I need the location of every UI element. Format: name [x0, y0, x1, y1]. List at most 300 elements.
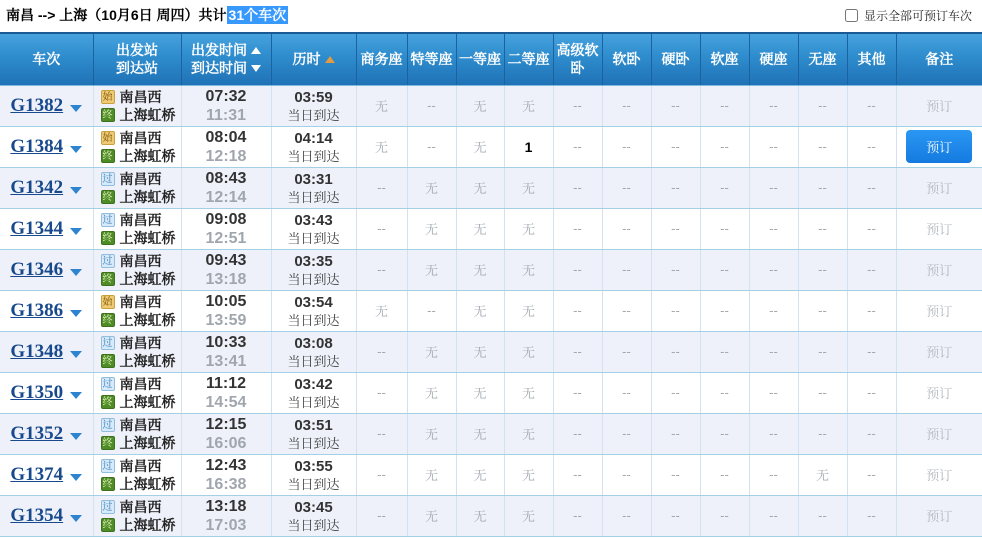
arrival-time: 17:03 [205, 516, 247, 534]
seat-cell-second: 1 [504, 126, 553, 167]
train-cell [0, 495, 93, 536]
seat-cell-deluxe-sleeper: -- [553, 372, 602, 413]
arrival-time: 13:18 [205, 270, 247, 288]
train-schedule-table [0, 32, 982, 537]
expand-caret-icon[interactable] [70, 269, 82, 276]
arrival-day-label: 当日到达 [287, 353, 340, 369]
seat-cell-hard-seat: -- [749, 126, 798, 167]
seat-cell-hard-sleeper: -- [651, 495, 700, 536]
to-badge: 终 [102, 191, 113, 203]
seat-cell-hard-sleeper: -- [651, 249, 700, 290]
seat-cell-hard-sleeper: -- [651, 167, 700, 208]
seat-cell-standing: -- [798, 290, 847, 331]
seat-cell-soft-seat: -- [700, 372, 749, 413]
arrival-day-label: 当日到达 [287, 435, 340, 451]
seat-cell-premium: 无 [407, 372, 456, 413]
seat-cell-second: 无 [504, 413, 553, 454]
seat-cell-soft-seat: -- [700, 126, 749, 167]
arrival-time: 16:06 [205, 434, 247, 452]
seat-cell-hard-sleeper: -- [651, 85, 700, 126]
departure-time: 09:08 [205, 210, 247, 228]
book-action: 预订 [926, 426, 953, 442]
duration-cell [271, 126, 356, 167]
seat-cell-deluxe-sleeper: -- [553, 495, 602, 536]
remark-cell [896, 208, 982, 249]
departure-time: 11:12 [205, 374, 247, 392]
show-all-bookable-toggle[interactable] [845, 7, 972, 24]
seat-cell-soft-sleeper: -- [602, 372, 651, 413]
seat-cell-soft-sleeper: -- [602, 290, 651, 331]
time-cell [181, 331, 271, 372]
col-hard-sleeper: 硬卧 [651, 33, 700, 85]
seat-cell-premium: -- [407, 85, 456, 126]
seat-cell-premium: 无 [407, 249, 456, 290]
seat-cell-other: -- [847, 331, 896, 372]
train-cell [0, 85, 93, 126]
seat-cell-hard-sleeper: -- [651, 126, 700, 167]
seat-cell-deluxe-sleeper: -- [553, 454, 602, 495]
train-number-link[interactable]: G1384 [10, 135, 64, 157]
expand-caret-icon[interactable] [70, 351, 82, 358]
arrival-day-label: 当日到达 [287, 271, 340, 287]
expand-caret-icon[interactable] [70, 228, 82, 235]
seat-cell-business: -- [356, 331, 407, 372]
seat-cell-deluxe-sleeper: -- [553, 249, 602, 290]
seat-cell-soft-seat: -- [700, 208, 749, 249]
seat-cell-deluxe-sleeper: -- [553, 85, 602, 126]
duration-value: 03:43 [294, 211, 333, 229]
col-deluxe-sleeper: 高级软卧 [553, 33, 602, 85]
duration-cell [271, 167, 356, 208]
train-number-link[interactable]: G1344 [10, 217, 64, 239]
col-other: 其他 [847, 33, 896, 85]
arrival-day-label: 当日到达 [287, 312, 340, 328]
remark-cell [896, 167, 982, 208]
departure-time: 09:43 [205, 251, 247, 269]
station-cell [93, 126, 181, 167]
departure-time: 13:18 [205, 497, 247, 515]
time-cell [181, 290, 271, 331]
book-action: 预订 [926, 467, 953, 483]
departure-time: 07:32 [205, 87, 247, 105]
remark-cell [896, 454, 982, 495]
duration-cell [271, 454, 356, 495]
remark-cell [896, 85, 982, 126]
remark-cell [896, 413, 982, 454]
duration-value: 03:35 [294, 252, 333, 270]
seat-cell-standing: -- [798, 331, 847, 372]
to-station: 上海虹桥 [119, 393, 176, 410]
seat-cell-premium: 无 [407, 413, 456, 454]
from-badge: 始 [102, 296, 113, 308]
seat-cell-standing: -- [798, 208, 847, 249]
remark-cell [896, 495, 982, 536]
train-cell [0, 290, 93, 331]
seat-cell-soft-sleeper: -- [602, 331, 651, 372]
seat-cell-first: 无 [456, 126, 504, 167]
arrival-day-label: 当日到达 [287, 517, 340, 533]
seat-cell-soft-seat: -- [700, 495, 749, 536]
seat-cell-business: -- [356, 454, 407, 495]
train-number-link[interactable]: G1342 [10, 176, 64, 198]
duration-cell [271, 85, 356, 126]
seat-cell-business: -- [356, 249, 407, 290]
seat-cell-first: 无 [456, 208, 504, 249]
seat-cell-standing: -- [798, 495, 847, 536]
from-station: 南昌西 [119, 375, 162, 392]
seat-cell-soft-sleeper: -- [602, 208, 651, 249]
table-row [0, 208, 982, 249]
duration-value: 03:45 [294, 498, 333, 516]
station-cell [93, 85, 181, 126]
seat-cell-second: 无 [504, 249, 553, 290]
arrival-time: 12:14 [205, 188, 247, 206]
arrival-time: 14:54 [205, 393, 247, 411]
station-cell [93, 331, 181, 372]
from-station: 南昌西 [119, 88, 162, 105]
seat-cell-hard-seat: -- [749, 413, 798, 454]
departure-time: 12:15 [205, 415, 247, 433]
seat-cell-soft-seat: -- [700, 331, 749, 372]
arrival-day-label: 当日到达 [287, 476, 340, 492]
arrival-day-label: 当日到达 [287, 189, 340, 205]
expand-caret-icon[interactable] [70, 146, 82, 153]
seat-cell-standing: -- [798, 372, 847, 413]
arrival-time: 12:51 [205, 229, 247, 247]
train-cell [0, 454, 93, 495]
remark-cell [896, 126, 982, 167]
seat-cell-business: 无 [356, 290, 407, 331]
from-badge: 过 [102, 173, 113, 185]
table-row [0, 454, 982, 495]
show-all-bookable-checkbox[interactable] [845, 9, 858, 22]
arrival-day-label: 当日到达 [287, 394, 340, 410]
seat-cell-other: -- [847, 85, 896, 126]
seat-cell-premium: -- [407, 126, 456, 167]
seat-cell-deluxe-sleeper: -- [553, 290, 602, 331]
info-bar [0, 0, 982, 30]
from-station: 南昌西 [119, 252, 162, 269]
seat-cell-other: -- [847, 208, 896, 249]
expand-caret-icon[interactable] [70, 105, 82, 112]
departure-time: 12:43 [205, 456, 247, 474]
seat-cell-hard-seat: -- [749, 372, 798, 413]
train-number-link[interactable]: G1346 [10, 258, 64, 280]
to-station: 上海虹桥 [119, 270, 176, 287]
duration-value: 03:08 [294, 334, 333, 352]
duration-value: 03:31 [294, 170, 333, 188]
seat-cell-first: 无 [456, 249, 504, 290]
from-station: 南昌西 [119, 457, 162, 474]
seat-cell-first: 无 [456, 167, 504, 208]
seat-cell-deluxe-sleeper: -- [553, 331, 602, 372]
to-station: 上海虹桥 [119, 352, 176, 369]
train-number-link[interactable]: G1352 [10, 422, 64, 444]
seat-cell-soft-sleeper: -- [602, 167, 651, 208]
seat-cell-business: -- [356, 167, 407, 208]
to-badge: 终 [102, 314, 113, 326]
col-stations: 出发站 到达站 [93, 33, 181, 85]
train-number-link[interactable]: G1386 [10, 299, 64, 321]
train-table-body [0, 85, 982, 536]
seat-cell-soft-sleeper: -- [602, 126, 651, 167]
to-station: 上海虹桥 [119, 311, 176, 328]
col-train-number: 车次 [0, 33, 93, 85]
table-row [0, 249, 982, 290]
time-cell [181, 126, 271, 167]
expand-caret-icon[interactable] [70, 187, 82, 194]
from-station: 南昌西 [119, 416, 162, 433]
arrival-time: 12:18 [205, 147, 247, 165]
to-badge: 终 [102, 273, 113, 285]
from-badge: 过 [102, 337, 113, 349]
seat-cell-hard-seat: -- [749, 290, 798, 331]
seat-cell-soft-seat: -- [700, 454, 749, 495]
from-station: 南昌西 [119, 498, 162, 515]
table-row [0, 290, 982, 331]
seat-cell-deluxe-sleeper: -- [553, 413, 602, 454]
table-row [0, 167, 982, 208]
expand-caret-icon[interactable] [70, 433, 82, 440]
book-action: 预订 [926, 262, 953, 278]
duration-cell [271, 290, 356, 331]
duration-value: 03:55 [294, 457, 333, 475]
station-cell [93, 454, 181, 495]
station-cell [93, 208, 181, 249]
duration-cell [271, 249, 356, 290]
seat-cell-other: -- [847, 167, 896, 208]
to-badge: 终 [102, 150, 113, 162]
seat-cell-hard-seat: -- [749, 454, 798, 495]
seat-cell-hard-sleeper: -- [651, 454, 700, 495]
duration-cell [271, 495, 356, 536]
seat-cell-business: -- [356, 413, 407, 454]
train-number-link[interactable]: G1374 [10, 463, 64, 485]
route-summary [6, 5, 288, 25]
from-badge: 过 [102, 214, 113, 226]
seat-cell-soft-seat: -- [700, 167, 749, 208]
expand-caret-icon[interactable] [70, 310, 82, 317]
table-row [0, 495, 982, 536]
train-cell [0, 413, 93, 454]
seat-cell-second: 无 [504, 495, 553, 536]
to-station: 上海虹桥 [119, 106, 176, 123]
duration-value: 04:14 [294, 129, 333, 147]
show-all-bookable-label: 显示全部可预订车次 [863, 8, 972, 23]
train-cell [0, 372, 93, 413]
seat-cell-business: 无 [356, 85, 407, 126]
sort-asc-icon[interactable] [251, 47, 261, 54]
table-row [0, 372, 982, 413]
seat-cell-other: -- [847, 126, 896, 167]
col-soft-sleeper: 软卧 [602, 33, 651, 85]
seat-cell-other: -- [847, 290, 896, 331]
train-cell [0, 208, 93, 249]
arrival-day-label: 当日到达 [287, 148, 340, 164]
route-text: 南昌 --> 上海（10月6日 周四）共计 [6, 7, 227, 23]
time-cell [181, 167, 271, 208]
arrival-time: 13:59 [205, 311, 247, 329]
time-cell [181, 495, 271, 536]
station-cell [93, 249, 181, 290]
table-row [0, 413, 982, 454]
seat-cell-hard-seat: -- [749, 167, 798, 208]
train-cell [0, 126, 93, 167]
departure-time: 10:05 [205, 292, 247, 310]
book-action: 预订 [926, 385, 953, 401]
train-number-link[interactable]: G1354 [10, 504, 64, 526]
to-station: 上海虹桥 [119, 188, 176, 205]
from-station: 南昌西 [119, 170, 162, 187]
table-header [0, 33, 982, 85]
duration-value: 03:59 [294, 88, 333, 106]
col-second-class: 二等座 [504, 33, 553, 85]
seat-cell-business: -- [356, 495, 407, 536]
book-action: 预订 [926, 344, 953, 360]
time-cell [181, 208, 271, 249]
duration-cell [271, 208, 356, 249]
seat-cell-other: -- [847, 372, 896, 413]
col-times-sort[interactable]: 出发时间 到达时间 [181, 33, 271, 85]
expand-caret-icon[interactable] [70, 474, 82, 481]
seat-cell-soft-sleeper: -- [602, 454, 651, 495]
station-cell [93, 372, 181, 413]
from-badge: 始 [102, 132, 113, 144]
station-cell [93, 290, 181, 331]
duration-value: 03:51 [294, 416, 333, 434]
departure-time: 10:33 [205, 333, 247, 351]
seat-cell-business: -- [356, 372, 407, 413]
seat-cell-hard-sleeper: -- [651, 331, 700, 372]
station-cell [93, 167, 181, 208]
seat-cell-first: 无 [456, 372, 504, 413]
col-first-class: 一等座 [456, 33, 504, 85]
table-row [0, 126, 982, 167]
sort-duration-icon[interactable] [325, 56, 335, 63]
train-number-link[interactable]: G1350 [10, 381, 64, 403]
to-station: 上海虹桥 [119, 434, 176, 451]
seat-cell-premium: 无 [407, 331, 456, 372]
to-station: 上海虹桥 [119, 229, 176, 246]
duration-value: 03:42 [294, 375, 333, 393]
remark-cell [896, 372, 982, 413]
duration-value: 03:54 [294, 293, 333, 311]
book-action: 预订 [926, 98, 953, 114]
book-action: 预订 [926, 508, 953, 524]
train-number-link[interactable]: G1348 [10, 340, 64, 362]
seat-cell-hard-seat: -- [749, 331, 798, 372]
train-cell [0, 331, 93, 372]
col-business-seat: 商务座 [356, 33, 407, 85]
remark-cell [896, 331, 982, 372]
seat-cell-other: -- [847, 495, 896, 536]
duration-cell [271, 372, 356, 413]
seat-cell-hard-sleeper: -- [651, 208, 700, 249]
seat-cell-first: 无 [456, 413, 504, 454]
seat-cell-soft-sleeper: -- [602, 495, 651, 536]
seat-cell-standing: -- [798, 85, 847, 126]
to-station: 上海虹桥 [119, 147, 176, 164]
seat-cell-soft-sleeper: -- [602, 249, 651, 290]
seat-cell-deluxe-sleeper: -- [553, 167, 602, 208]
seat-cell-second: 无 [504, 454, 553, 495]
seat-cell-second: 无 [504, 208, 553, 249]
col-soft-seat: 软座 [700, 33, 749, 85]
station-cell [93, 495, 181, 536]
book-action: 预订 [926, 180, 953, 196]
expand-caret-icon[interactable] [70, 515, 82, 522]
seat-cell-hard-seat: -- [749, 249, 798, 290]
seat-cell-soft-seat: -- [700, 413, 749, 454]
seat-cell-second: 无 [504, 167, 553, 208]
col-duration-sort[interactable]: 历时 [271, 33, 356, 85]
from-station: 南昌西 [119, 129, 162, 146]
time-cell [181, 454, 271, 495]
seat-cell-deluxe-sleeper: -- [553, 126, 602, 167]
seat-cell-premium: 无 [407, 454, 456, 495]
expand-caret-icon[interactable] [70, 392, 82, 399]
seat-cell-soft-seat: -- [700, 249, 749, 290]
seat-cell-second: 无 [504, 85, 553, 126]
from-badge: 始 [102, 91, 113, 103]
col-hard-seat: 硬座 [749, 33, 798, 85]
train-number-link[interactable]: G1382 [10, 94, 64, 116]
seat-cell-second: 无 [504, 372, 553, 413]
seat-cell-soft-seat: -- [700, 85, 749, 126]
seat-cell-soft-seat: -- [700, 290, 749, 331]
seat-cell-standing: 无 [798, 454, 847, 495]
departure-time: 08:04 [205, 128, 247, 146]
book-action[interactable]: 预订 [906, 130, 972, 163]
time-cell [181, 85, 271, 126]
col-remark: 备注 [896, 33, 982, 85]
seat-cell-business: -- [356, 208, 407, 249]
to-badge: 终 [102, 109, 113, 121]
seat-cell-other: -- [847, 413, 896, 454]
seat-cell-standing: -- [798, 413, 847, 454]
seat-cell-premium: -- [407, 290, 456, 331]
train-cell [0, 249, 93, 290]
seat-cell-first: 无 [456, 454, 504, 495]
duration-cell [271, 413, 356, 454]
arrival-time: 16:38 [205, 475, 247, 493]
time-cell [181, 372, 271, 413]
arrival-time: 13:41 [205, 352, 247, 370]
seat-cell-soft-sleeper: -- [602, 413, 651, 454]
sort-desc-icon[interactable] [251, 65, 261, 72]
seat-cell-first: 无 [456, 290, 504, 331]
remark-cell [896, 249, 982, 290]
seat-cell-first: 无 [456, 331, 504, 372]
from-badge: 过 [102, 255, 113, 267]
train-cell [0, 167, 93, 208]
seat-cell-hard-seat: -- [749, 495, 798, 536]
arrival-time: 11:31 [205, 106, 247, 124]
book-action: 预订 [926, 221, 953, 237]
from-badge: 过 [102, 460, 113, 472]
seat-cell-hard-sleeper: -- [651, 372, 700, 413]
from-station: 南昌西 [119, 211, 162, 228]
to-badge: 终 [102, 355, 113, 367]
seat-cell-other: -- [847, 454, 896, 495]
to-badge: 终 [102, 396, 113, 408]
seat-cell-hard-sleeper: -- [651, 290, 700, 331]
from-station: 南昌西 [119, 334, 162, 351]
departure-time: 08:43 [205, 169, 247, 187]
train-count-highlight: 31个车次 [228, 7, 287, 23]
table-row [0, 85, 982, 126]
to-badge: 终 [102, 232, 113, 244]
